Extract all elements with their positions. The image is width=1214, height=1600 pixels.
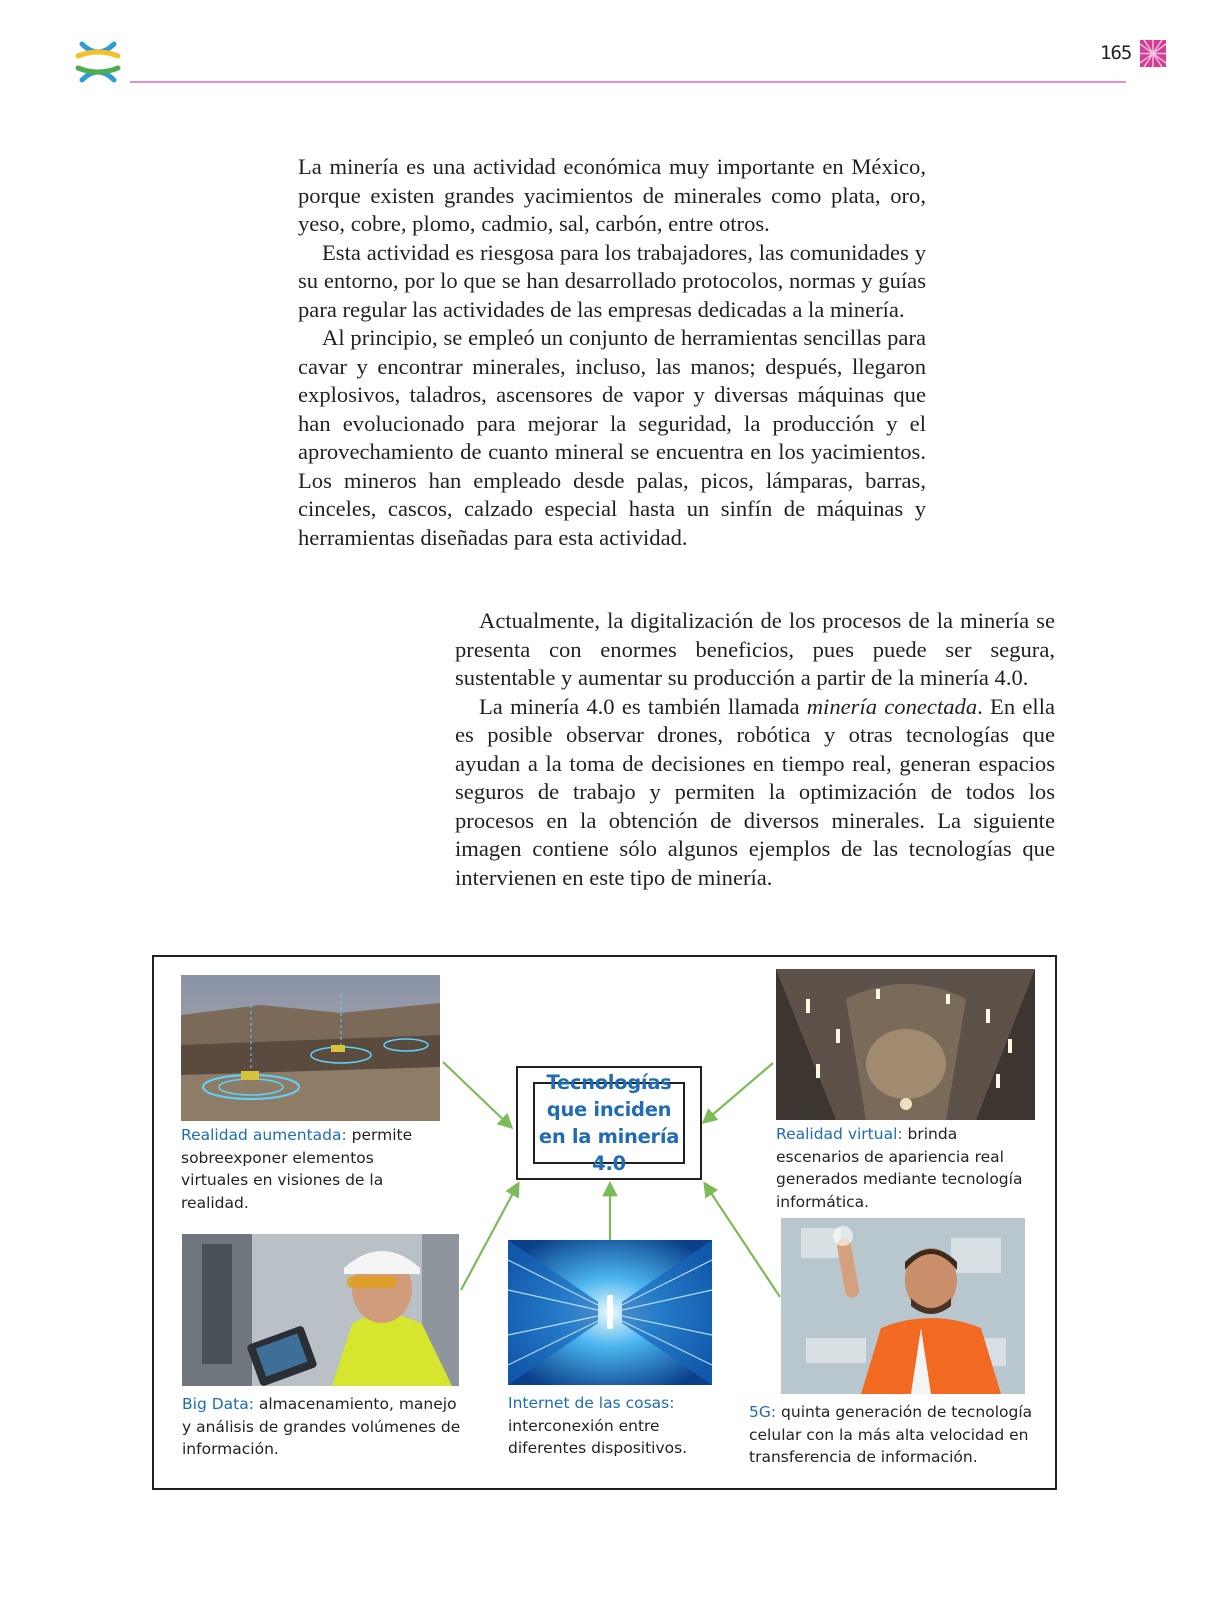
- augmented-reality-caption: [181, 1124, 436, 1214]
- x-logo-icon: [74, 38, 122, 86]
- paragraph: Al principio, se empleó un conjunto de herramientas sencillas para cavar y encontrar minerales, incluso, las manos; después, llegaron explosivos, taladros, ascensores de vapor y diversas máquinas que han evolucionado para mejorar la seguridad, la producción y el aprovechamiento de cuanto mineral se encuentra en los yacimientos. Los mineros han empleado desde palas, picos, lámparas, barras, cinceles, cascos, calzado especial hasta un sinfín de máquinas y herramientas diseñadas para esta actividad.: [298, 325, 926, 550]
- virtual-reality-caption: [776, 1123, 1041, 1213]
- 5g-caption: [749, 1401, 1049, 1469]
- pink-pattern-icon: [1140, 40, 1166, 67]
- term-label: Internet de las cosas:: [508, 1394, 675, 1412]
- intro-text: [298, 153, 926, 552]
- paragraph: [455, 693, 1055, 893]
- internet-of-things-photo: [508, 1240, 712, 1385]
- page-number: 165: [1100, 42, 1132, 64]
- header-rule: [130, 81, 1126, 83]
- term-description: interconexión entre diferentes dispositivos.: [508, 1416, 688, 1457]
- term-label: Realidad virtual:: [776, 1125, 903, 1143]
- big-data-caption: [182, 1393, 462, 1461]
- internet-of-things-caption: [508, 1392, 718, 1460]
- text-span: . En ella es posible observar drones, robótica y otras tecnologías que ayudan a la toma de decisiones en tiempo real, generan espacios seguros de trabajo y permiten la optimización de todos los procesos en la obtención de diversos minerales. La siguiente imagen contiene sólo algunos ejemplos de las tecnologías que intervienen en este tipo de minería.: [455, 693, 1055, 890]
- term-description: brinda escenarios de apariencia real generados mediante tecnología informática.: [776, 1125, 1023, 1211]
- term-description: quinta generación de tecnología celular con la más alta velocidad en transferencia de información.: [749, 1403, 1033, 1466]
- term-description: almacenamiento, manejo y análisis de grandes volúmenes de información.: [182, 1395, 461, 1458]
- virtual-reality-photo: [776, 969, 1035, 1120]
- paragraph: La minería es una actividad económica muy importante en México, porque existen grandes yacimientos de minerales como plata, oro, yeso, cobre, plomo, cadmio, sal, carbón, entre otros.: [298, 154, 926, 236]
- paragraph: Actualmente, la digitalización de los procesos de la minería se presenta con enormes beneficios, pues puede ser segura, sustentable y aumentar su producción a partir de la minería 4.0.: [455, 608, 1055, 690]
- emphasis-term: minería conectada: [806, 693, 978, 719]
- big-data-photo: [182, 1234, 459, 1386]
- 5g-photo: [781, 1218, 1025, 1394]
- augmented-reality-photo: [181, 975, 440, 1121]
- term-label: 5G:: [749, 1403, 777, 1421]
- center-title-inner: [533, 1071, 685, 1175]
- paragraph: Esta actividad es riesgosa para los trabajadores, las comunidades y su entorno, por lo que se han desarrollado protocolos, normas y guías para regular las actividades de las empresas dedicadas a la minería.: [298, 239, 926, 322]
- center-title: Tecnologías que inciden en la minería 4.0: [538, 1071, 680, 1175]
- center-title-box: [516, 1066, 702, 1180]
- mining-4-text: [455, 607, 1055, 892]
- term-label: Big Data:: [182, 1395, 254, 1413]
- term-description: permite sobreexponer elementos virtuales en visiones de la realidad.: [181, 1126, 413, 1212]
- text-span: La minería 4.0 es también llamada: [479, 693, 807, 719]
- term-label: Realidad aumentada:: [181, 1126, 347, 1144]
